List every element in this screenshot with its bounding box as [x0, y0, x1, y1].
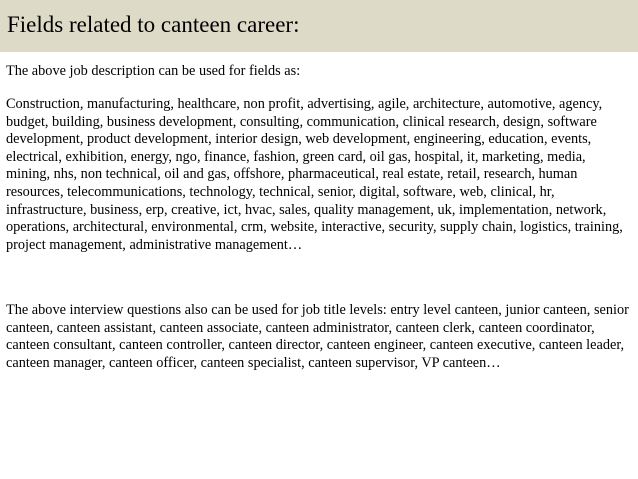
- slide-title: Fields related to canteen career:: [7, 12, 300, 37]
- job-levels-paragraph: The above interview questions also can be used for job title levels: entry level canteen, junior canteen, senior canteen, canteen assistant, canteen associate, canteen administrator, canteen clerk, canteen coordinator, canteen consultant, canteen controller, canteen director, canteen engineer, canteen executive, canteen leader, canteen manager, canteen officer, canteen specialist, canteen supervisor, VP canteen…: [6, 302, 629, 371]
- title-bar: [0, 0, 638, 52]
- fields-paragraph: Construction, manufacturing, healthcare, non profit, advertising, agile, architecture, automotive, agency, budget, building, business development, consulting, communication, clinical research, design, software development, product development, interior design, web development, engineering, education, events, electrical, exhibition, energy, ngo, finance, fashion, green card, oil gas, hospital, it, marketing, media, mining, nhs, non technical, oil and gas, offshore, pharmaceutical, real estate, retail, research, human resources, telecommunications, technology, technical, senior, digital, software, web, clinical, hr, infrastructure, business, erp, creative, ict, hvac, sales, quality management, uk, implementation, network, operations, architectural, environmental, crm, website, interactive, security, supply chain, logistics, training, project management, administrative management…: [6, 96, 623, 253]
- intro-paragraph: The above job description can be used for fields as:: [6, 63, 301, 79]
